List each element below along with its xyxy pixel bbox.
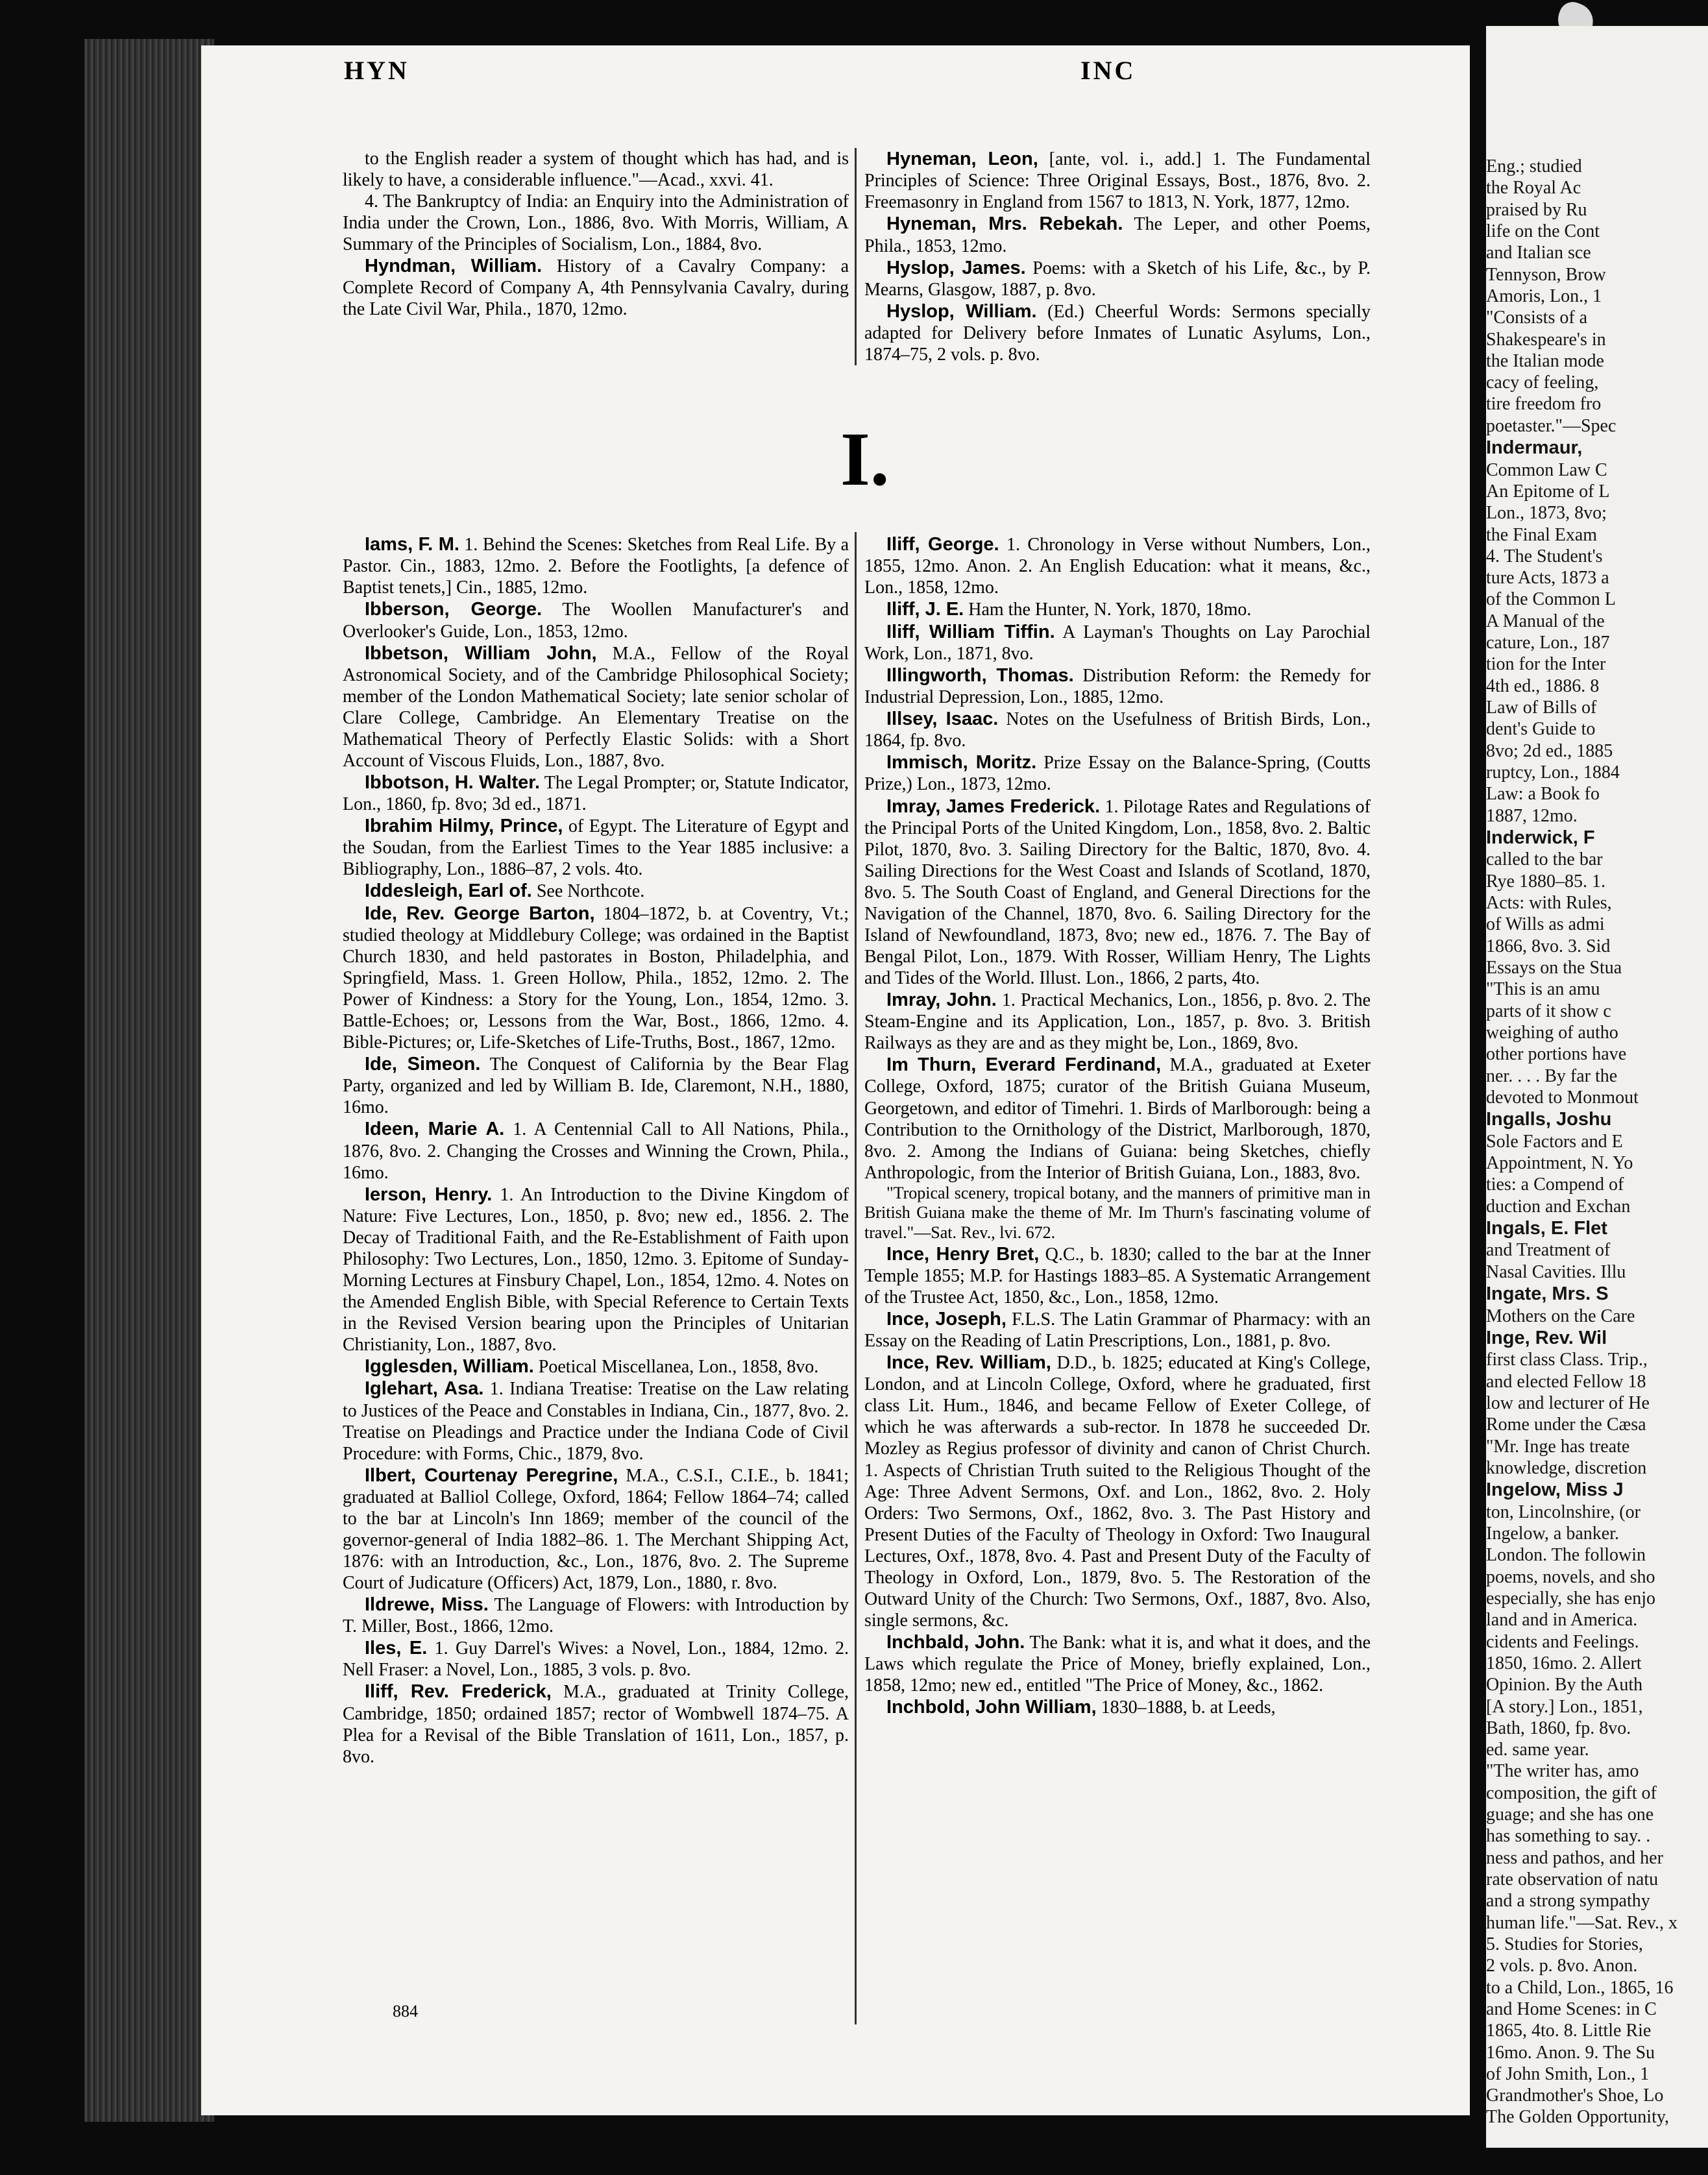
next-page-line: London. The followin bbox=[1486, 1545, 1646, 1566]
dictionary-entry bbox=[864, 1696, 1371, 1718]
entry-text: The Language of Flowers: with Introduction by T. Miller, Bost., 1866, 12mo. bbox=[343, 1594, 849, 1637]
dictionary-entry bbox=[343, 1378, 849, 1464]
column-top-left bbox=[343, 148, 849, 320]
entry-heading: Iglehart, Asa. bbox=[365, 1378, 484, 1400]
next-page-line: Nasal Cavities. Illu bbox=[1486, 1261, 1626, 1282]
entry-text: 1. Guy Darrel's Wives: a Novel, Lon., 1884, 12mo. 2. Nell Fraser: a Novel, Lon., 1885, 3 vols. p. 8vo. bbox=[343, 1638, 849, 1681]
next-page-line: Bath, 1860, fp. 8vo. bbox=[1486, 1718, 1631, 1738]
entry-text: 4. The Bankruptcy of India: an Enquiry into the Administration of India under the Crown, Lon., 1886, 8vo. With Morris, William, A Summary of the Principles of Socialism, Lon., 1884, 8vo. bbox=[343, 191, 849, 255]
next-page-line: 4th ed., 1886. 8 bbox=[1486, 675, 1600, 696]
dictionary-entry bbox=[864, 1184, 1371, 1243]
next-page-line: 2 vols. p. 8vo. Anon. bbox=[1486, 1956, 1638, 1976]
dictionary-entry bbox=[343, 1053, 849, 1118]
next-page-line: human life."—Sat. Rev., x bbox=[1486, 1912, 1678, 1933]
next-page-line: and Home Scenes: in C bbox=[1486, 1999, 1657, 2019]
next-page-line: and a strong sympathy bbox=[1486, 1891, 1650, 1912]
next-page-line: called to the bar bbox=[1486, 849, 1603, 870]
dictionary-entry bbox=[343, 1184, 849, 1355]
next-page-line: Lon., 1873, 8vo; bbox=[1486, 503, 1607, 524]
dictionary-entry bbox=[343, 772, 849, 815]
entry-text: 1804–1872, b. at Coventry, Vt.; studied theology at Middlebury College; was ordained in the Baptist Church 1830, and held pastorates in Boston, Philadelphia, and Springfield, Mass. 1. Green Hollow, Phila., 1852, 12mo. 2. The Power of Kindness: a Story for the Young, Lon., 1854, 12mo. 3. Battle-Echoes; or, Lessons from the War, Bost., 1866, 12mo. 4. Bible-Pictures; or, Life-Sketches of Life-Truths, Bost., 1867, 12mo. bbox=[343, 903, 849, 1053]
dictionary-entry bbox=[864, 796, 1371, 989]
entry-heading: Ibrahim Hilmy, Prince, bbox=[365, 816, 563, 837]
dictionary-entry bbox=[864, 300, 1371, 365]
next-page-line: of John Smith, Lon., 1 bbox=[1486, 2063, 1650, 2084]
running-head-right: INC bbox=[1080, 56, 1136, 85]
dictionary-entry bbox=[343, 191, 849, 255]
next-page-line: 16mo. Anon. 9. The Su bbox=[1486, 2042, 1655, 2063]
entry-heading: Imray, John. bbox=[886, 989, 997, 1010]
entry-text: 1. Pilotage Rates and Regulations of the Principal Ports of the United Kingdom, Lon., 1858, 8vo. 2. Baltic Pilot, 1870, 8vo. 3. Sailing Directory for the Baltic, 1870, 8vo. 4. Sailing Directions for the West Coast and Islands of Scotland, 1870, 8vo. 5. The South Coast of England, and General Directions for the Navigation of the Channel, 1870, 8vo. 6. Sailing Directory for the Island of Newfoundland, 1873, 8vo; new ed., 1876. 7. The Bay of Bengal Pilot, Lon., 1879. With Rosser, William Henry, The Lights and Tides of the World. Illust. Lon., 1866, 2 parts, 4to. bbox=[864, 796, 1371, 988]
entry-heading: Hyndman, William. bbox=[365, 256, 543, 277]
next-page-line: and elected Fellow 18 bbox=[1486, 1371, 1646, 1392]
entry-heading: Ibberson, George. bbox=[365, 599, 543, 620]
entry-text: Notes on the Usefulness of British Birds, Lon., 1864, fp. 8vo. bbox=[864, 709, 1371, 751]
next-page-line: 1850, 16mo. 2. Allert bbox=[1486, 1653, 1642, 1673]
page-number: 884 bbox=[393, 2002, 418, 2021]
next-page-line: ties: a Compend of bbox=[1486, 1174, 1624, 1195]
next-page-line: Mothers on the Care bbox=[1486, 1306, 1635, 1326]
next-page-line: Ingals, E. Flet bbox=[1486, 1217, 1607, 1239]
next-page-line: ed. same year. bbox=[1486, 1740, 1589, 1760]
entry-text: 1. Practical Mechanics, Lon., 1856, p. 8vo. 2. The Steam-Engine and its Application, Lon., 1857, p. 8vo. 3. British Railways as they are and as they might be, Lon., 1869, 8vo. bbox=[864, 990, 1371, 1054]
entry-heading: Illsey, Isaac. bbox=[886, 709, 999, 729]
dictionary-entry bbox=[864, 708, 1371, 751]
entry-text: D.D., b. 1825; educated at King's College, London, and at Lincoln College, Oxford, where he graduated, first class Lit. Hum., 1846, and became Fellow of Exeter College, of which he was afterwards a sub-rector. In 1878 he succeeded Dr. Mozley as Regius professor of divinity and canon of Christ Church. 1. Aspects of Christian Truth suited to the Religious Thought of the Age: Three Advent Sermons, Oxf. and Lon., 1862, 8vo. 2. Holy Orders: Two Sermons, Oxf., 1862, 8vo. 3. The Past History and Present Duties of the Faculty of Theology in Oxford: Two Inaugural Lectures, Oxf., 1878, 8vo. 4. Past and Present Duty of the Faculty of Theology in Oxford, Lon., 1879, 8vo. 5. The Restoration of the Outward Unity of the Church: Two Sermons, Oxf., 1887, 8vo. Also, single sermons, &c. bbox=[864, 1353, 1371, 1631]
next-page-line: the Final Exam bbox=[1486, 524, 1598, 545]
next-page-line: tion for the Inter bbox=[1486, 654, 1606, 675]
next-page-line: Acts: with Rules, bbox=[1486, 893, 1612, 913]
next-page-line: life on the Cont bbox=[1486, 221, 1600, 241]
dictionary-entry bbox=[864, 1308, 1371, 1352]
entry-text: Poetical Miscellanea, Lon., 1858, 8vo. bbox=[538, 1357, 819, 1378]
next-page-line: poetaster."—Spec bbox=[1486, 415, 1616, 436]
section-letter: I. bbox=[840, 417, 890, 502]
entry-text: 1. Chronology in Verse without Numbers, Lon., 1855, 12mo. Anon. 2. An English Education: what it means, &c., Lon., 1858, 12mo. bbox=[864, 535, 1371, 598]
entry-heading: Ide, Simeon. bbox=[365, 1054, 481, 1075]
entry-text: Prize Essay on the Balance-Spring, (Coutts Prize,) Lon., 1873, 12mo. bbox=[864, 753, 1371, 795]
next-page-line: cidents and Feelings. bbox=[1486, 1631, 1639, 1652]
entry-text: Poems: with a Sketch of his Life, &c., by P. Mearns, Glasgow, 1887, p. 8vo. bbox=[864, 258, 1371, 300]
next-page-line: Ingelow, Miss J bbox=[1486, 1479, 1624, 1501]
next-page-line: Opinion. By the Auth bbox=[1486, 1675, 1643, 1695]
dictionary-entry bbox=[864, 751, 1371, 795]
entry-heading: Ildrewe, Miss. bbox=[365, 1594, 489, 1615]
entry-heading: Ilbert, Courtenay Peregrine, bbox=[365, 1464, 618, 1486]
dictionary-entry bbox=[864, 1054, 1371, 1183]
next-page-line: Law: a Book fo bbox=[1486, 784, 1600, 805]
entry-text: The Woollen Manufacturer's and Overlooker's Guide, Lon., 1853, 12mo. bbox=[343, 600, 849, 642]
dictionary-entry bbox=[343, 903, 849, 1053]
dictionary-entry bbox=[864, 664, 1371, 708]
entry-heading: Ince, Henry Bret, bbox=[886, 1243, 1040, 1265]
dictionary-entry bbox=[864, 533, 1371, 598]
dictionary-entry bbox=[864, 213, 1371, 256]
next-page-line: first class Class. Trip., bbox=[1486, 1350, 1648, 1370]
next-page-line: ness and pathos, and her bbox=[1486, 1847, 1663, 1868]
next-page-line: weighing of autho bbox=[1486, 1022, 1618, 1043]
next-page-line: Sole Factors and E bbox=[1486, 1131, 1623, 1152]
next-page-line: Inge, Rev. Wil bbox=[1486, 1327, 1607, 1348]
next-page-line: tire freedom fro bbox=[1486, 394, 1602, 415]
entry-text: Distribution Reform: the Remedy for Industrial Depression, Lon., 1885, 12mo. bbox=[864, 665, 1371, 707]
dictionary-entry bbox=[343, 598, 849, 642]
next-page-line: Common Law C bbox=[1486, 459, 1607, 480]
next-page-line: dent's Guide to bbox=[1486, 719, 1596, 740]
entry-text: The Leper, and other Poems, Phila., 1853, 12mo. bbox=[864, 214, 1371, 256]
entry-text: M.A., graduated at Exeter College, Oxford, 1875; curator of the British Guiana Museum, Georgetown, and editor of Timehri. 1. Birds of Marlborough: being a Contribution to the Ornithology of the District, Marlborough, 1870, 8vo. 2. Among the Indians of Guiana: being Sketches, chiefly Anthropologic, from the Interior of British Guiana, Lon., 1883, 8vo. bbox=[864, 1055, 1371, 1183]
entry-text: [ante, vol. i., add.] 1. The Fundamental Principles of Science: Three Original Essays, Bost., 1876, 8vo. 2. Freemasonry in England from 1567 to 1813, N. York, 1877, 12mo. bbox=[864, 149, 1371, 213]
entry-heading: Inchbold, John William, bbox=[886, 1697, 1097, 1718]
next-page-line: ner. . . . By far the bbox=[1486, 1065, 1618, 1086]
dictionary-entry bbox=[864, 1631, 1371, 1696]
entry-heading: Iliff, J. E. bbox=[886, 599, 964, 620]
entry-heading: Ince, Rev. William, bbox=[886, 1352, 1051, 1374]
entry-text: The Legal Prompter; or, Statute Indicator, Lon., 1860, fp. 8vo; 3d ed., 1871. bbox=[343, 772, 849, 815]
dictionary-entry bbox=[343, 1464, 849, 1594]
entry-text: "Tropical scenery, tropical botany, and the manners of primitive man in British Guiana make the theme of Mr. Im Thurn's fascinating volume of travel."—Sat. Rev., lvi. 672. bbox=[864, 1183, 1371, 1242]
dictionary-entry bbox=[343, 1637, 849, 1681]
entry-heading: Iliff, George. bbox=[886, 534, 999, 555]
entry-heading: Iliff, William Tiffin. bbox=[886, 621, 1055, 642]
next-page-line: Grandmother's Shoe, Lo bbox=[1486, 2085, 1664, 2106]
entry-text: M.A., graduated at Trinity College, Cambridge, 1850; ordained 1857; rector of Wombwell 1874–75. A Plea for a Revisal of the Bible Translation of 1611, Lon., 1857, p. 8vo. bbox=[343, 1682, 849, 1767]
next-page-line: ton, Lincolnshire, (or bbox=[1486, 1501, 1641, 1522]
next-page-line: 1865, 4to. 8. Little Rie bbox=[1486, 2021, 1652, 2041]
next-page-line: Inderwick, F bbox=[1486, 827, 1595, 848]
entry-heading: Ierson, Henry. bbox=[365, 1184, 493, 1205]
next-page-line: "The writer has, amo bbox=[1486, 1761, 1639, 1782]
next-page-line: 1887, 12mo. bbox=[1486, 805, 1578, 826]
next-page-line: low and lecturer of He bbox=[1486, 1392, 1650, 1413]
entry-text: of Egypt. The Literature of Egypt and the Soudan, from the Earliest Times to the Year 1885 inclusive: a Bibliography, Lon., 1886–87, 2 vols. 4to. bbox=[343, 816, 849, 880]
entry-heading: Iams, F. M. bbox=[365, 534, 459, 555]
next-page-line: of the Common L bbox=[1486, 589, 1616, 610]
column-rule-top bbox=[855, 148, 857, 365]
next-page-line: to a Child, Lon., 1865, 16 bbox=[1486, 1977, 1674, 1998]
next-page-line: Amoris, Lon., 1 bbox=[1486, 286, 1602, 306]
entry-heading: Hyneman, Leon, bbox=[886, 149, 1038, 169]
entry-heading: Ince, Joseph, bbox=[886, 1308, 1006, 1330]
next-page-line: Rye 1880–85. 1. bbox=[1486, 871, 1605, 892]
entry-text: to the English reader a system of thought which has had, and is likely to have, a considerable influence."—Acad., xxvi. 41. bbox=[343, 149, 849, 191]
entry-text: See Northcote. bbox=[536, 881, 645, 902]
entry-text: 1. Indiana Treatise: Treatise on the Law relating to Justices of the Peace and Constables in Indiana, Cin., 1877, 8vo. 2. Treatise on Pleadings and Practice under the Indiana Code of Civil Procedure: with Forms, Chic., 1879, 8vo. bbox=[343, 1379, 849, 1464]
next-page-line: [A story.] Lon., 1851, bbox=[1486, 1696, 1643, 1717]
next-page-line: duction and Exchan bbox=[1486, 1196, 1631, 1217]
next-page-line: Law of Bills of bbox=[1486, 698, 1597, 718]
next-page-line: has something to say. . bbox=[1486, 1826, 1651, 1847]
next-page-line: devoted to Monmout bbox=[1486, 1087, 1639, 1108]
dictionary-entry bbox=[343, 1355, 849, 1378]
next-page-line: the Royal Ac bbox=[1486, 178, 1581, 199]
entry-text: 1. An Introduction to the Divine Kingdom of Nature: Five Lectures, Lon., 1850, p. 8vo; new ed., 1856. 2. The Decay of Traditional Faith, and the Re-Establishment of Faith upon Philosophy: Two Lectures, Lon., 1850, 12mo. 3. Epitome of Sunday-Morning Lectures at Finsbury Chapel, Lon., 1854, 12mo. 4. Notes on the Amended English Bible, with Special Reference to Certain Texts in the Revised Version bearing upon the Principles of Unitarian Christianity, Lon., 1887, 8vo. bbox=[343, 1184, 849, 1355]
next-page-line: other portions have bbox=[1486, 1044, 1627, 1065]
entry-heading: Ideen, Marie A. bbox=[365, 1119, 505, 1140]
column-right bbox=[864, 533, 1371, 1718]
dictionary-entry bbox=[343, 255, 849, 320]
next-page-line: the Italian mode bbox=[1486, 350, 1604, 371]
next-page-line: Shakespeare's in bbox=[1486, 329, 1606, 350]
entry-heading: Igglesden, William. bbox=[365, 1356, 534, 1378]
dictionary-entry bbox=[864, 148, 1371, 213]
next-page-line: Tennyson, Brow bbox=[1486, 264, 1606, 285]
dictionary-entry bbox=[864, 598, 1371, 620]
next-page-line: Ingate, Mrs. S bbox=[1486, 1283, 1609, 1304]
next-page-line: ruptcy, Lon., 1884 bbox=[1486, 762, 1620, 783]
entry-text: Q.C., b. 1830; called to the bar at the Inner Temple 1855; M.P. for Hastings 1883–85. A Systematic Arrangement of the Trustee Act, 1850, &c., Lon., 1858, 12mo. bbox=[864, 1244, 1371, 1307]
dictionary-entry bbox=[864, 621, 1371, 664]
next-page-line: The Golden Opportunity, bbox=[1486, 2107, 1670, 2128]
entry-text: History of a Cavalry Company: a Complete Record of Company A, 4th Pennsylvania Cavalry, during the Late Civil War, Phila., 1870, 12mo. bbox=[343, 256, 849, 320]
dictionary-entry bbox=[343, 533, 849, 598]
entry-text: 1. Behind the Scenes: Sketches from Real Life. By a Pastor. Cin., 1883, 12mo. 2. Before the Footlights, [a defence of Baptist tenets,] Cin., 1885, 12mo. bbox=[343, 535, 849, 598]
dictionary-entry bbox=[864, 1243, 1371, 1308]
entry-text: A Layman's Thoughts on Lay Parochial Work, Lon., 1871, 8vo. bbox=[864, 622, 1371, 664]
entry-text: F.L.S. The Latin Grammar of Pharmacy: with an Essay on the Reading of Latin Prescriptions, Lon., 1881, p. 8vo. bbox=[864, 1309, 1371, 1352]
next-page-line: guage; and she has one bbox=[1486, 1804, 1654, 1825]
entry-heading: Hyslop, James. bbox=[886, 257, 1026, 278]
next-page-line: Essays on the Stua bbox=[1486, 957, 1622, 978]
next-page-line: and Treatment of bbox=[1486, 1240, 1611, 1261]
next-page-line: poems, novels, and sho bbox=[1486, 1566, 1655, 1587]
next-page-line: Ingelow, a banker. bbox=[1486, 1524, 1619, 1544]
entry-heading: Inchbald, John. bbox=[886, 1631, 1025, 1653]
next-page-line: 5. Studies for Stories, bbox=[1486, 1934, 1643, 1954]
column-left bbox=[343, 533, 849, 1768]
next-page-line: "Mr. Inge has treate bbox=[1486, 1436, 1630, 1457]
entry-heading: Illingworth, Thomas. bbox=[886, 664, 1074, 686]
next-page-line: A Manual of the bbox=[1486, 611, 1605, 631]
column-rule bbox=[855, 532, 857, 2024]
entry-text: M.A., C.S.I., C.I.E., b. 1841; graduated at Balliol College, Oxford, 1864; Fellow 1864–74; called to the bar at Lincoln's Inn 1869; member of the council of the governor-general of India 1882–86. 1. The Merchant Shipping Act, 1876: with an Introduction, &c., Lon., 1876, 8vo. 2. The Supreme Court of Judicature (Officers) Act, 1879, Lon., 1880, r. 8vo. bbox=[343, 1465, 849, 1593]
dictionary-entry bbox=[343, 815, 849, 880]
dictionary-entry bbox=[343, 642, 849, 772]
dictionary-entry bbox=[343, 1681, 849, 1767]
next-page-line: and Italian sce bbox=[1486, 243, 1591, 263]
entry-heading: Iles, E. bbox=[365, 1638, 428, 1659]
entry-heading: Ibbotson, H. Walter. bbox=[365, 772, 541, 793]
dictionary-entry bbox=[343, 880, 849, 902]
dictionary-entry bbox=[864, 1352, 1371, 1631]
next-page-line: ture Acts, 1873 a bbox=[1486, 568, 1609, 589]
entry-heading: Ide, Rev. George Barton, bbox=[365, 903, 595, 924]
next-page-line: Indermaur, bbox=[1486, 437, 1583, 459]
dictionary-entry bbox=[343, 148, 849, 191]
entry-text: 1830–1888, b. at Leeds, bbox=[1101, 1697, 1276, 1718]
next-page-line: Appointment, N. Yo bbox=[1486, 1152, 1633, 1173]
entry-heading: Imray, James Frederick. bbox=[886, 796, 1101, 817]
next-page-line: cacy of feeling, bbox=[1486, 372, 1599, 393]
next-page-line: Eng.; studied bbox=[1486, 156, 1582, 176]
entry-text: M.A., Fellow of the Royal Astronomical Society, and of the Cambridge Philosophical Society; member of the London Mathematical Society; late senior scholar of Clare College, Cambridge. An Elementary Treatise on the Mathematical Theory of Perfectly Elastic Solids: with a Short Account of Viscous Fluids, Lon., 1887, 8vo. bbox=[343, 643, 849, 771]
entry-heading: Iddesleigh, Earl of. bbox=[365, 881, 532, 902]
dictionary-entry bbox=[343, 1594, 849, 1637]
next-page-line: 8vo; 2d ed., 1885 bbox=[1486, 740, 1613, 761]
entry-text: 1. A Centennial Call to All Nations, Phila., 1876, 8vo. 2. Changing the Crosses and Winning the Crown, Phila., 16mo. bbox=[343, 1119, 849, 1183]
next-page-line: especially, she has enjo bbox=[1486, 1588, 1655, 1609]
next-page-line: Ingalls, Joshu bbox=[1486, 1109, 1612, 1130]
next-page-line: knowledge, discretion bbox=[1486, 1457, 1647, 1478]
next-page-line: cature, Lon., 187 bbox=[1486, 633, 1610, 653]
next-page-line: "This is an amu bbox=[1486, 979, 1600, 1000]
entry-text: The Conquest of California by the Bear Flag Party, organized and led by William B. Ide, Claremont, N.H., 1880, 16mo. bbox=[343, 1054, 849, 1118]
next-page-line: land and in America. bbox=[1486, 1610, 1638, 1631]
next-page-fragment bbox=[1486, 26, 1708, 2148]
next-page-line: praised by Ru bbox=[1486, 199, 1587, 220]
next-page-line: parts of it show c bbox=[1486, 1001, 1611, 1021]
book-spine bbox=[84, 39, 214, 2122]
next-page-line: Rome under the Cæsa bbox=[1486, 1415, 1646, 1435]
entry-text: (Ed.) Cheerful Words: Sermons specially adapted for Delivery before Inmates of Lunatic Asylums, Lon., 1874–75, 2 vols. p. 8vo. bbox=[864, 301, 1371, 365]
entry-heading: Im Thurn, Everard Ferdinand, bbox=[886, 1054, 1162, 1076]
next-page-line: of Wills as admi bbox=[1486, 914, 1605, 935]
entry-text: The Bank: what it is, and what it does, and the Laws which regulate the Price of Money, briefly explained, Lon., 1858, 12mo; new ed., entitled "The Price of Money, &c., 1862. bbox=[864, 1632, 1371, 1696]
running-head-left: HYN bbox=[344, 56, 409, 85]
next-page-line: "Consists of a bbox=[1486, 308, 1588, 328]
entry-text: Ham the Hunter, N. York, 1870, 18mo. bbox=[968, 600, 1252, 620]
next-page-text bbox=[1486, 156, 1707, 2128]
entry-heading: Ibbetson, William John, bbox=[365, 642, 597, 664]
column-top-right bbox=[864, 148, 1371, 365]
next-page-line: 1866, 8vo. 3. Sid bbox=[1486, 936, 1611, 956]
dictionary-entry bbox=[864, 989, 1371, 1054]
entry-heading: Hyslop, William. bbox=[886, 300, 1037, 322]
next-page-line: composition, the gift of bbox=[1486, 1782, 1657, 1803]
next-page-line: An Epitome of L bbox=[1486, 481, 1610, 502]
entry-heading: Iliff, Rev. Frederick, bbox=[365, 1681, 552, 1703]
next-page-line: rate observation of natu bbox=[1486, 1869, 1659, 1889]
next-page-line: 4. The Student's bbox=[1486, 546, 1603, 566]
dictionary-entry bbox=[343, 1118, 849, 1183]
entry-heading: Hyneman, Mrs. Rebekah. bbox=[886, 213, 1123, 235]
entry-heading: Immisch, Moritz. bbox=[886, 752, 1037, 773]
dictionary-entry bbox=[864, 257, 1371, 300]
